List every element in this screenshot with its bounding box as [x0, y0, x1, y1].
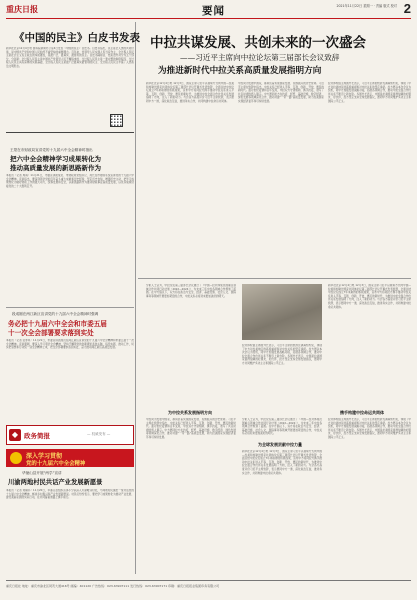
bulletin-icon: ◆: [9, 429, 21, 441]
main-body-col3b: 新华社北京12月4日电 12月3日，国家主席习近平以视频方式向中国—拉美和加勒比国家共同体论坛第三届部长会议开幕式发表致辞，全面总结中拉论坛成立7年来取得的积极成果，宣布中方将同拉方携手推动中拉关系进入平等、互利、创新、开放、惠民的新时代，为推进中拉全面合作伙伴关系发展指明了方向，注入了新的动力。与会各方高度评价习近平主席致辞，表示愿同中方一道，深化政治互信，推进务实合作，共同构建中拉命运共同体。: [328, 284, 411, 309]
qr-code-icon: [110, 114, 123, 127]
main-subtitle-1: 为中拉关系发展指明方向: [168, 410, 212, 415]
news-photo: [242, 284, 322, 340]
special-sub: — 权威发布 —: [87, 432, 111, 436]
main-body-col3c: 拉共体轮值主席国外长表示，习近平主席的致辞充满真知灼见，体现了中方对拉美地区的高度重视和对中拉关系的坚定承诺。拉方愿以本次会议为契机，同中方加强发展战略对接，拓展各领域合作，推动中拉全面合作伙伴关系不断迈上新台阶。多国外长表示，中国是拉美国家值得信赖的好朋友、好伙伴，拉方坚定支持全球发展倡议，愿同中方共同维护多边主义和国际公平正义。: [328, 418, 411, 439]
story1-headline[interactable]: 《中国的民主》白皮书发表: [14, 32, 140, 44]
main-body-col2b: 拉共体轮值主席国外长表示，习近平主席的致辞充满真知灼见，体现了中方对拉美地区的高度重视和对中拉关系的坚定承诺。拉方愿以本次会议为契机，同中方加强发展战略对接，拓展各领域合作，推动中拉全面合作伙伴关系不断迈上新台阶。多国外长表示，中国是拉美国家值得信赖的好朋友、好伙伴，拉方坚定支持全球发展倡议，愿同中方共同维护多边主义和国际公平正义。: [242, 344, 322, 365]
main-subhead-line1: ——习近平主席向中拉论坛第三届部长会议致辞: [180, 53, 340, 62]
story4-kicker: 华蓥山县开展“两学”宣讲: [22, 471, 62, 475]
page-number: 2: [403, 1, 411, 16]
story2-headline-line2[interactable]: 推动高质量发展的新思路新作为: [10, 164, 101, 172]
banner-line1: 深入学习贯彻: [26, 453, 63, 460]
story2-body: 本报讯（记者 周雨）11月21日，市委宣讲团成员、市财政局党组书记、局长在市财政系统宣讲党的十九届六中全会精神。宣讲指出，要深刻领会党的百年奋斗重大成就和历史经验，坚定历史自信，增强历史主动，把学习成果转化为做好财政工作的强大动力，统筹发展和安全，以新思路新作为推动财政事业高质量发展，以优异成绩迎接党的二十大胜利召开。: [6, 174, 134, 188]
banner-line2: 党的十九届六中全会精神: [26, 460, 86, 467]
divider: [138, 278, 411, 279]
masthead: [6, 3, 411, 19]
divider: [6, 307, 134, 308]
main-body-col1b: 分析人士认为，中拉论坛第三届部长会议通过了《中国—拉共体成员国重点领域合作共同行动计划（2022—2024）》，为未来三年中拉各领域合作规划了蓝图。在中方倡议下，双方将在政治与安全、经济、基础设施、社会人文、国际事务等领域开展更加紧密的合作，中拉关系必将迎来更加美好的明天。: [146, 284, 236, 298]
main-body-col2: 中拉同为发展中国家，都肩负着实现国家发展、民族振兴的历史使命。习近平主席在致辞中指出，中拉关系已经进入平等、互利、创新、开放、惠民的新时代。面对世纪疫情和百年变局，中拉双方守望相助、携手抗疫，谱写了共克时艰的感人篇章。中方愿同拉方在抗疫、经贸、基础设施、数字经济、绿色发展等领域深化合作，推动共建“一带一路”高质量发展，助力拉美国家实现经济复苏和可持续发展。: [238, 82, 324, 103]
page-footer: [6, 580, 411, 594]
section-title: 要闻: [202, 5, 225, 17]
story3-kicker: 段成刚在两江新区宣讲党的十九届六中全会精神时强调: [12, 312, 99, 316]
party-emblem-icon: [10, 452, 22, 464]
story4-headline[interactable]: 川渝两地村民共话产业发展新愿景: [8, 479, 103, 486]
issue-meta: 2021年11月22日 星期一 · 责编 版式 校对: [336, 4, 397, 8]
main-body-col1c: 中拉同为发展中国家，都肩负着实现国家发展、民族振兴的历史使命。习近平主席在致辞中指出，中拉关系已经进入平等、互利、创新、开放、惠民的新时代。面对世纪疫情和百年变局，中拉双方守望相助、携手抗疫，谱写了共克时艰的感人篇章。中方愿同拉方在抗疫、经贸、基础设施、数字经济、绿色发展等领域深化合作，推动共建“一带一路”高质量发展，助力拉美国家实现经济复苏和可持续发展。: [146, 418, 236, 439]
main-body-col2d: 新华社北京12月4日电 12月3日，国家主席习近平以视频方式向中国—拉美和加勒比国家共同体论坛第三届部长会议开幕式发表致辞，全面总结中拉论坛成立7年来取得的积极成果，宣布中方将同拉方携手推动中拉关系进入平等、互利、创新、开放、惠民的新时代，为推进中拉全面合作伙伴关系发展指明了方向，注入了新的动力。与会各方高度评价习近平主席致辞，表示愿同中方一道，深化政治互信，推进务实合作，共同构建中拉命运共同体。: [242, 450, 322, 475]
story4-body: 本报讯（记者 刘翰书）11月20日，华蓥山县组织宣讲小分队深入川渝毗邻村社，与两地村民围坐一堂共话党的十九届六中全会精神，畅谈乡村振兴和产业发展新愿景。村民们纷纷表示，要把学习成果转化为推动产业发展、建设美丽家园的实际行动，在共同富裕道路上携手前行。: [6, 489, 134, 500]
footer-text: 重庆日报社 地址：重庆市渝北区同茂大道416号 邮编：401120 广告热线：023-63907111 发行热线：023-63907171 印刷：重庆日报报业集团印务有限公司: [6, 584, 220, 588]
special-label: 政务简报: [24, 432, 50, 440]
story3-headline-line2[interactable]: 十一次全会部署要求落到实处: [8, 329, 94, 337]
study-banner[interactable]: [6, 449, 134, 467]
main-subtitle-3: 携手构建中拉命运共同体: [340, 410, 384, 415]
special-report-box[interactable]: [6, 425, 134, 445]
main-headline[interactable]: 中拉共谋发展、共创未来的一次盛会: [150, 35, 366, 51]
main-body-col1: 新华社北京12月4日电 12月3日，国家主席习近平以视频方式向中国—拉美和加勒比国家共同体论坛第三届部长会议开幕式发表致辞，全面总结中拉论坛成立7年来取得的积极成果，宣布中方将同拉方携手推动中拉关系进入平等、互利、创新、开放、惠民的新时代，为推进中拉全面合作伙伴关系发展指明了方向，注入了新的动力。与会各方高度评价习近平主席致辞，表示愿同中方一道，深化政治互信，推进务实合作，共同构建中拉命运共同体。: [146, 82, 234, 103]
story3-body: 本报讯（记者 张亦筑）11月21日，市委宣讲团成员在两江新区宣讲党的十九届六中全会精神和市委五届十一次全会精神。宣讲强调，要深入学习领会全会精神，坚持不懈用党的创新理论武装头脑、指导实践、推动工作，切实把思想和行动统一到全会精神上来，把全会部署要求落到实处，奋力推动两江新区高质量发展。: [6, 339, 134, 350]
story2-kicker: 王蒙在市财政局宣讲党的十九届六中全会精神时指出: [10, 148, 93, 152]
main-subtitle-2: 为全球发展贡献中拉力量: [258, 442, 302, 447]
story1-body: 新华社北京12月4日电 国务院新闻办公室4日发表《中国的民主》白皮书。白皮书指出，民主是全人类的共同价值，是中国共产党和中国人民始终不渝坚持的重要理念。百年来，党领导人民实现人民当家作主，全过程人民民主是社会主义民主政治的本质属性，是最广泛、最真实、最管用的民主。白皮书除前言、结束语外共分为五个部分，分别是：全过程人民民主是中国共产党领导人民不懈追求的、全过程人民民主是一套完整的制度程序、全过程人民民主具有深厚的实践基础、全过程人民民主是最广泛最真实最管用的民主、全过程人民民主丰富了人类政治文明形态。: [6, 47, 134, 68]
story2-headline-line1[interactable]: 把六中全会精神学习成果转化为: [10, 155, 101, 163]
story3-headline-line1[interactable]: 务必把十九届六中全会和市委五届: [8, 320, 107, 328]
newspaper-logo: 重庆日报: [6, 4, 38, 14]
section-divider: [6, 132, 134, 133]
main-subhead-line2: 为推进新时代中拉关系高质量发展指明方向: [158, 66, 322, 76]
main-body-col3: 拉共体轮值主席国外长表示，习近平主席的致辞充满真知灼见，体现了中方对拉美地区的高度重视和对中拉关系的坚定承诺。拉方愿以本次会议为契机，同中方加强发展战略对接，拓展各领域合作，推动中拉全面合作伙伴关系不断迈上新台阶。多国外长表示，中国是拉美国家值得信赖的好朋友、好伙伴，拉方坚定支持全球发展倡议，愿同中方共同维护多边主义和国际公平正义。: [328, 82, 411, 103]
column-divider: [135, 22, 136, 574]
main-body-col2c: 分析人士认为，中拉论坛第三届部长会议通过了《中国—拉共体成员国重点领域合作共同行动计划（2022—2024）》，为未来三年中拉各领域合作规划了蓝图。在中方倡议下，双方将在政治与安全、经济、基础设施、社会人文、国际事务等领域开展更加紧密的合作，中拉关系必将迎来更加美好的明天。: [242, 418, 322, 436]
